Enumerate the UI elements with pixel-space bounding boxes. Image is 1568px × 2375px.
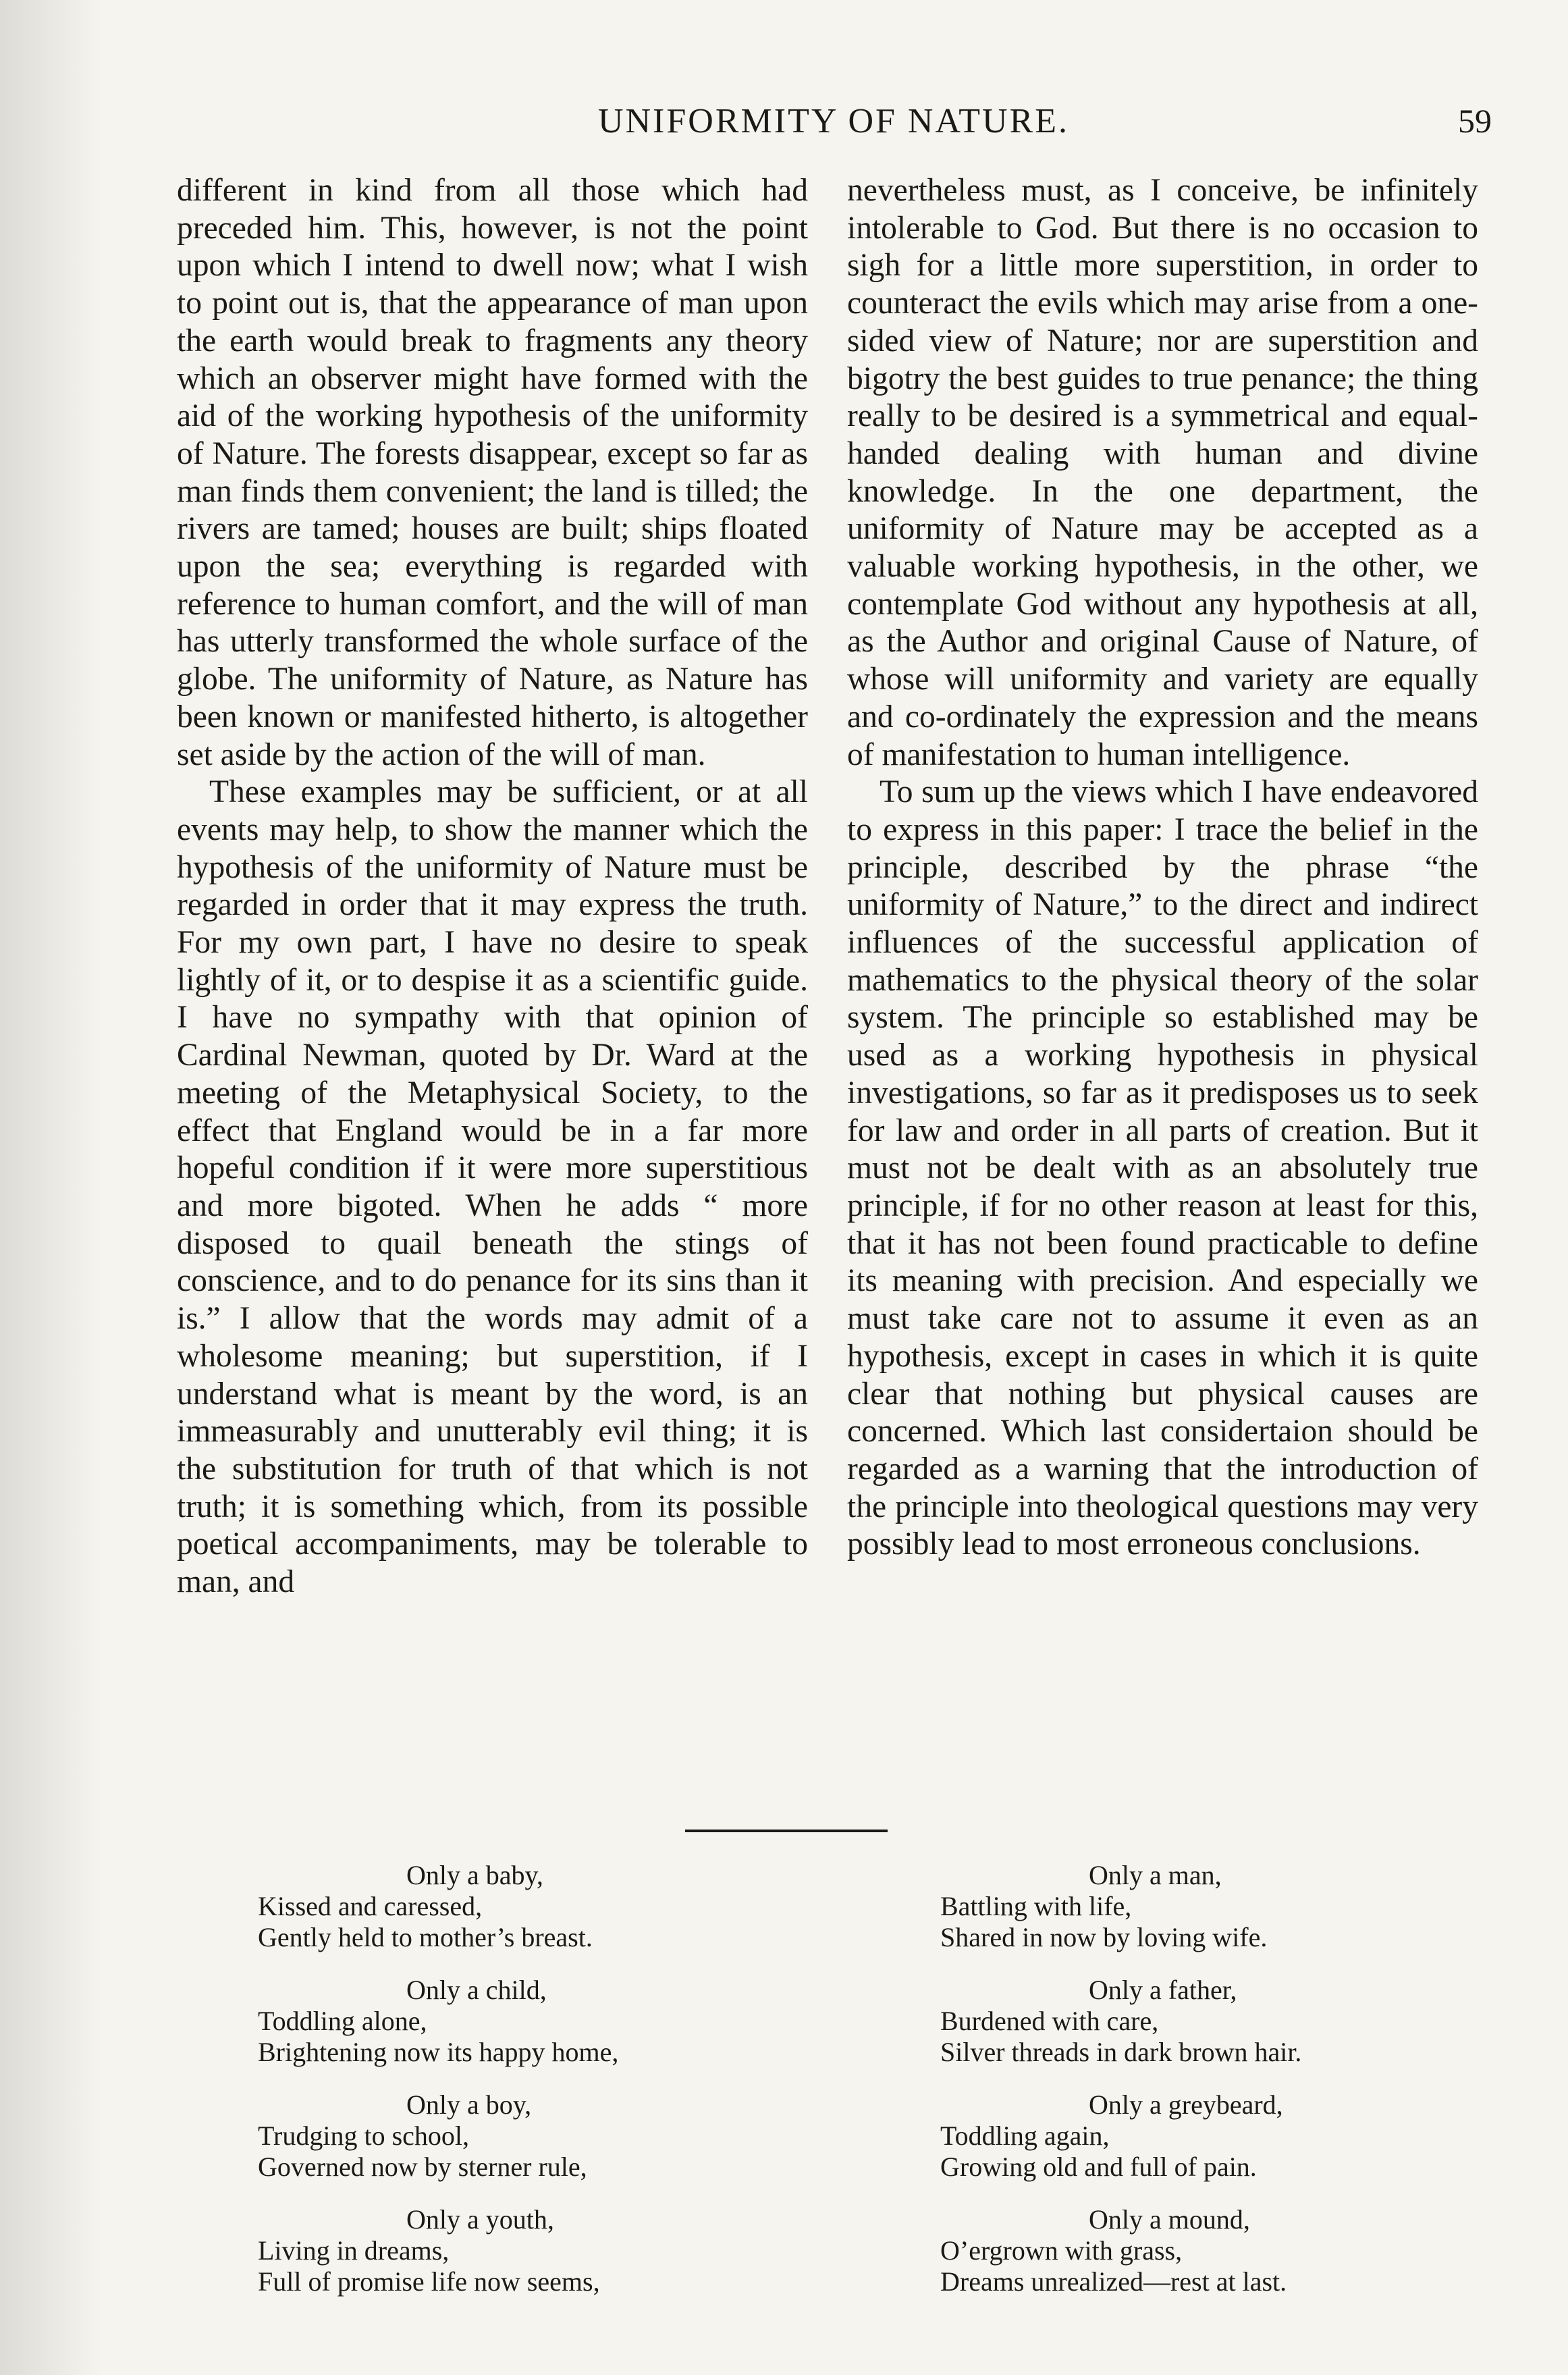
section-divider-rule: [685, 1830, 888, 1832]
poem-line: Only a greybeard,: [1089, 2089, 1283, 2120]
poem-line: Growing old and full of pain.: [940, 2152, 1257, 2182]
poem-line: Silver threads in dark brown hair.: [940, 2037, 1302, 2067]
poem-right-column: [940, 1860, 1480, 2319]
poem-line: O’ergrown with grass,: [940, 2235, 1183, 2266]
right-column: [847, 172, 1478, 1564]
page-number: 59: [1458, 102, 1492, 140]
poem-stanza: [940, 2089, 1480, 2183]
poem-stanza: [940, 1860, 1480, 1953]
poem-stanza: [258, 1860, 798, 1953]
poem-line: Living in dreams,: [258, 2235, 450, 2266]
page-header: [175, 101, 1492, 155]
poem-line: Only a baby,: [406, 1860, 543, 1890]
left-column: [177, 172, 808, 1601]
poem-line: Full of promise life now seems,: [258, 2266, 600, 2297]
left-paragraph-1: different in kind from all those which had preceded him. This, however, is not the point upon which I intend to dwell now; what I wish to point out is, that the appearance of man upon the earth would break to fragments any theory which an observer might have formed with the aid of the working hypothesis of the uniformity of Nature. The forests disappear, except so far as man finds them convenient; the land is tilled; the rivers are tamed; houses are built; ships floated upon the sea; everything is regarded with reference to human comfort, and the will of man has utterly transformed the whole surface of the globe. The uniformity of Nature, as Nature has been known or manifested hitherto, is altogether set aside by the action of the will of man.: [177, 173, 808, 772]
right-paragraph-2: To sum up the views which I have endeavored to express in this paper: I trace the belief in the principle, described by the phrase “the uniformity of Nature,” to the direct and indirect influences of the successful application of mathematics to the physical theory of the solar system. The principle so established may be used as a working hypothesis in physical investigations, so far as it predisposes us to seek for law and order in all parts of creation. But it must not be dealt with as an absolutely true principle, if for no other reason at least for this, that it has not been found practicable to define its meaning with precision. And especially we must take care not to assume it even as an hypothesis, except in cases in which it is quite clear that nothing but physical causes are concerned. Which last considertaion should be regarded as a warning that the introduction of the principle into theological questions may very possibly lead to most erroneous conclusions.: [847, 774, 1478, 1562]
poem-line: Only a father,: [1089, 1975, 1237, 2005]
right-paragraph-1: nevertheless must, as I conceive, be infinitely intolerable to God. But there is no occasion to sigh for a little more superstition, in order to counteract the evils which may arise from a one-sided view of Nature; nor are superstition and bigotry the best guides to true penance; the thing really to be desired is a symmetrical and equal-handed dealing with human and divine knowledge. In the one department, the uniformity of Nature may be accepted as a valuable working hypothesis, in the other, we contemplate God without any hypothesis at all, as the Author and original Cause of Nature, of whose will uniformity and variety are equally and co-ordinately the expression and the means of manifestation to human intelligence.: [847, 173, 1478, 772]
poem-line: Governed now by sterner rule,: [258, 2152, 587, 2182]
poem-line: Only a boy,: [406, 2089, 532, 2120]
poem-line: Shared in now by loving wife.: [940, 1922, 1268, 1952]
poem-line: Burdened with care,: [940, 2006, 1159, 2036]
poem-line: Brightening now its happy home,: [258, 2037, 619, 2067]
poem-line: Kissed and caressed,: [258, 1891, 483, 1921]
poem-line: Only a mound,: [1089, 2204, 1250, 2235]
poem-stanza: [258, 1975, 798, 2068]
poem-stanza: [258, 2204, 798, 2297]
poem-line: Dreams unrealized—rest at last.: [940, 2266, 1287, 2297]
poem-line: Battling with life,: [940, 1891, 1132, 1921]
poem-line: Only a youth,: [406, 2204, 554, 2235]
running-title: UNIFORMITY OF NATURE.: [597, 102, 1070, 140]
poem-stanza: [940, 1975, 1480, 2068]
poem-left-column: [258, 1860, 798, 2319]
poem-line: Trudging to school,: [258, 2120, 470, 2151]
scan-edge-shadow: [0, 0, 101, 2375]
poem-line: Toddling alone,: [258, 2006, 427, 2036]
poem-line: Only a child,: [406, 1975, 547, 2005]
poem-line: Only a man,: [1089, 1860, 1222, 1890]
left-paragraph-2: These examples may be sufficient, or at all events may help, to show the manner which the hypothesis of the uniformity of Nature must be regarded in order that it may express the truth. For my own part, I have no desire to speak lightly of it, or to despise it as a scientific guide. I have no sympathy with that opinion of Cardinal Newman, quoted by Dr. Ward at the meeting of the Metaphysical Society, to the effect that England would be in a far more hopeful condition if it were more superstitious and more bigoted. When he adds “ more disposed to quail beneath the stings of conscience, and to do penance for its sins than it is.” I allow that the words may admit of a wholesome meaning; but superstition, if I understand what is meant by the word, is an immeasurably and unutterably evil thing; it is the substitution for truth of that which is not truth; it is something which, from its possible poetical accompaniments, may be tolerable to man, and: [177, 774, 808, 1600]
poem-stanza: [258, 2089, 798, 2183]
poem-stanza: [940, 2204, 1480, 2297]
poem-line: Gently held to mother’s breast.: [258, 1922, 593, 1952]
poem-line: Toddling again,: [940, 2120, 1110, 2151]
